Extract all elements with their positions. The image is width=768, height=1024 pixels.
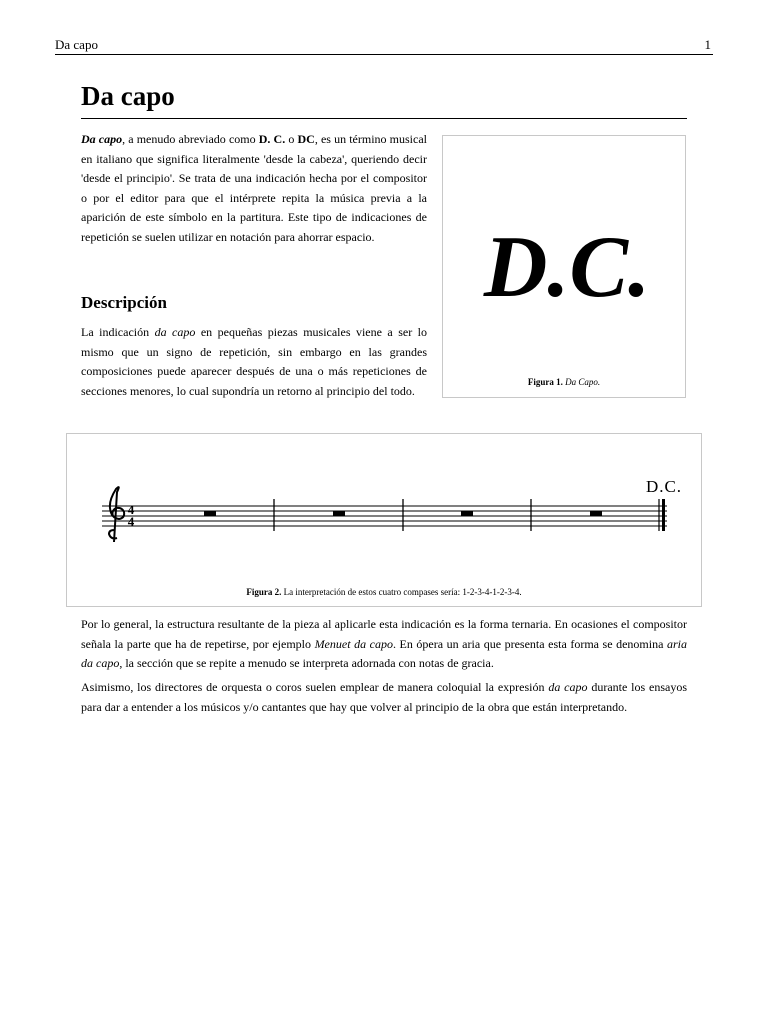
time-signature-bottom: 4 [127, 514, 135, 529]
intro-abbr-2: DC [297, 132, 315, 146]
paragraph-3-emphasis-1: Menuet da capo [314, 636, 393, 651]
figure-1-caption [443, 377, 685, 387]
whole-rest-3 [461, 511, 473, 516]
staff-lines [102, 506, 667, 526]
paragraph-4-text-1: Asimismo, los directores de orquesta o coros suelen emplear de manera coloquial la expresión [81, 680, 549, 694]
paragraph-3-text-3: , la sección que se repite a menudo se interpreta adornada con notas de gracia. [119, 656, 494, 670]
paragraph-4-text-2: durante los ensayos para dar a entender a los músicos y/o cantantes que hay que volver al principio de la obra que están interpretando. [81, 680, 688, 714]
description-paragraph [81, 323, 427, 401]
figure-1-caption-text: Da Capo. [565, 377, 601, 387]
intro-abbr-1: D. C. [258, 132, 286, 146]
figure-2-caption-text: La interpretación de estos cuatro compases sería: 1-2-3-4-1-2-3-4. [283, 587, 522, 597]
dc-symbol-image [443, 136, 685, 397]
figure-1-caption-label: Figura 1. [527, 377, 563, 387]
paragraph-3-text-1: Por lo general, la estructura resultante de la pieza al aplicarle esta indicación es la forma ternaria. En ocasiones el compositor señala la parte que ha de repetirse, por ejemplo [81, 617, 687, 651]
intro-text-3: , es un término musical en italiano que significa literalmente 'desde la cabeza', queriendo decir 'desde el principio'. Se trata de una indicación hecha por el compositor o por el editor para que el intérprete repita la música previa a la aparición de este símbolo en la partitura. Este tipo de indicaciones de repetición se suelen utilizar en notación para ahorrar espacio. [81, 132, 427, 244]
whole-rest-4 [590, 511, 602, 516]
paragraph-directores [81, 678, 687, 717]
description-emphasis: da capo [154, 325, 196, 339]
running-header-title: Da capo [55, 37, 98, 52]
figure-2-caption [67, 587, 701, 597]
figure-1 [442, 135, 686, 398]
figure-2 [66, 433, 702, 607]
whole-rest-2 [333, 511, 345, 516]
dc-symbol-text: D.C. [483, 219, 651, 316]
figure-2-caption-label: Figura 2. [246, 587, 282, 597]
whole-rest-1 [204, 511, 216, 516]
running-header [55, 36, 713, 55]
treble-clef-icon [109, 487, 124, 542]
paragraph-3-text-2: . En ópera un aria que presenta esta forma se denomina [392, 636, 667, 651]
time-signature-top: 4 [127, 502, 135, 517]
intro-term: Da capo [81, 132, 123, 146]
description-text-2: en pequeñas piezas musicales viene a ser lo mismo que un signo de repetición, sin embargo en las grandes composiciones puede aparecer después de una o más repeticiones de secciones menores, lo cual supondría un retorno al principio del todo. [81, 325, 428, 398]
paragraph-3-emphasis-2: aria da capo [81, 636, 688, 670]
final-bar-thick [662, 499, 665, 531]
section-heading-descripcion: Descripción [81, 293, 167, 312]
paragraph-4-emphasis: da capo [548, 680, 588, 694]
paragraph-forma-ternaria [81, 615, 687, 674]
intro-text-2: o [285, 132, 298, 146]
article-title: Da capo [81, 76, 687, 119]
music-staff [67, 434, 701, 584]
description-text-1: La indicación [81, 325, 155, 339]
intro-paragraph [81, 130, 427, 247]
page-number: 1 [704, 37, 711, 52]
dc-marking: D.C. [645, 477, 683, 496]
intro-text-1: , a menudo abreviado como [122, 132, 259, 146]
